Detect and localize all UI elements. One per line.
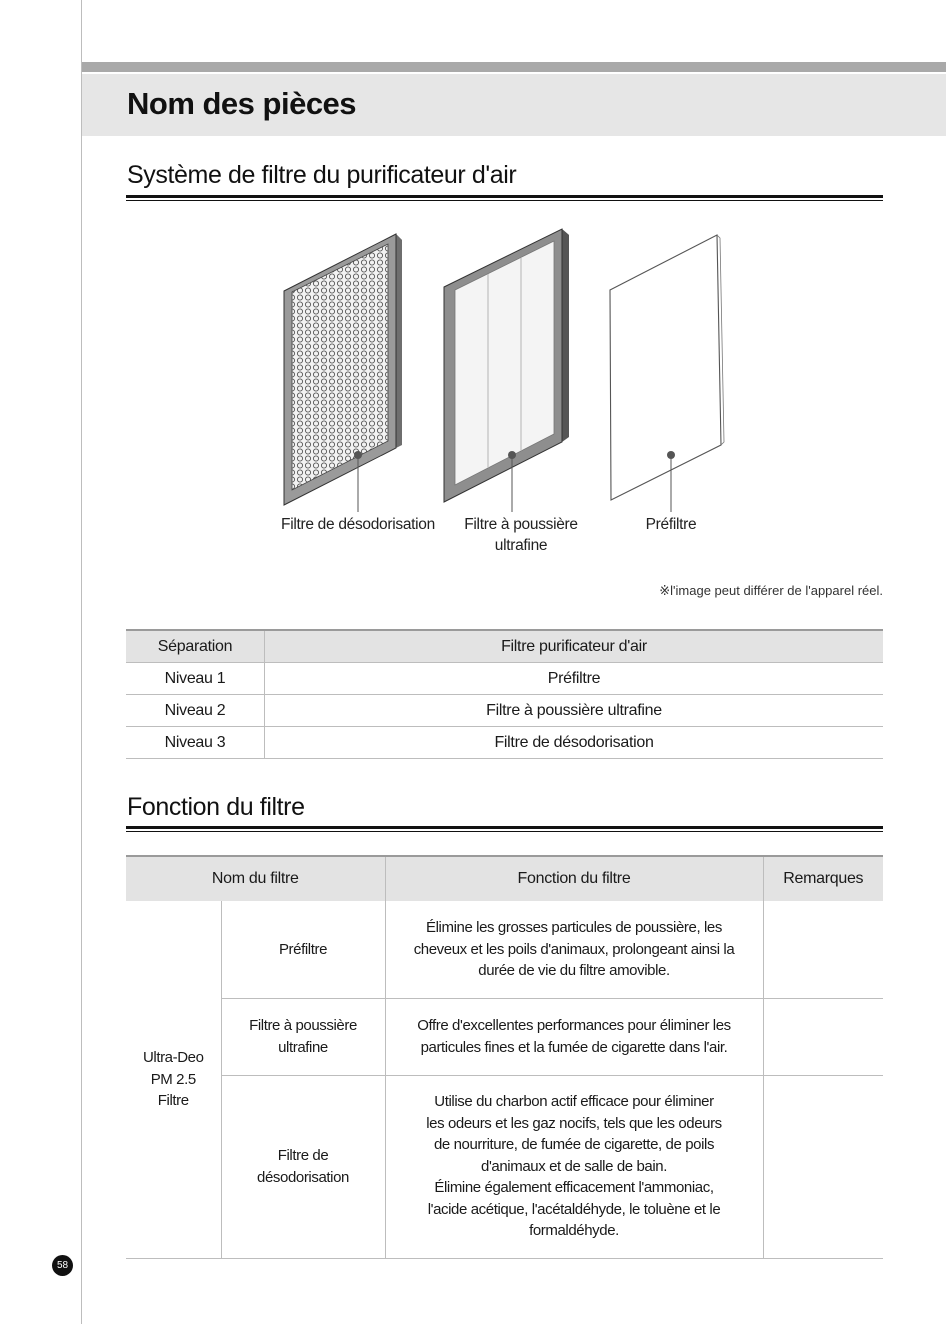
header-air-filter: Filtre purificateur d'air [265, 630, 884, 663]
section-rule [126, 826, 883, 829]
level-cell: Niveau 3 [126, 727, 265, 759]
callout-ultrafine-filter: Filtre à poussière ultrafine [464, 516, 578, 554]
deodorizing-filter-image [284, 234, 402, 512]
level-cell: Niveau 2 [126, 695, 265, 727]
filter-cell: Filtre à poussière ultrafine [265, 695, 884, 727]
header-separation: Séparation [126, 630, 265, 663]
filter-function-cell: Utilise du charbon actif efficace pour éliminer les odeurs et les gaz nocifs, tels que les odeurs de nourriture, de fumée de cigarette, de poils d'animaux et de salle de bain. Élimine également efficacement l'ammoniac, l'acide acétique, l'acétaldéhyde, le toluène et le formaldéhyde. [385, 1075, 763, 1258]
filter-function-cell: Élimine les grosses particules de poussière, les cheveux et les poils d'animaux, prolongeant ainsi la durée de vie du filtre amovible. [385, 901, 763, 998]
page-title: Nom des pièces [127, 86, 357, 121]
filter-cell: Préfiltre [265, 663, 884, 695]
table-header-row [126, 856, 883, 901]
page-number-badge: 58 [52, 1255, 73, 1276]
filter-cell: Filtre de désodorisation [265, 727, 884, 759]
table-row [126, 727, 883, 759]
filter-levels-table [126, 629, 883, 759]
header-remarks: Remarques [763, 856, 883, 901]
section-title-filter-function: Fonction du filtre [127, 793, 305, 821]
table-row [126, 901, 883, 998]
remarks-cell [763, 998, 883, 1075]
filter-name-cell: Filtre de désodorisation [221, 1075, 385, 1258]
table-row [126, 998, 883, 1075]
header-filter-name: Nom du filtre [126, 856, 385, 901]
header-filter-function: Fonction du filtre [385, 856, 763, 901]
filter-name-cell: Préfiltre [221, 901, 385, 998]
filter-function-cell: Offre d'excellentes performances pour éliminer les particules fines et la fumée de cigarette dans l'air. [385, 998, 763, 1075]
table-row [126, 695, 883, 727]
filter-name-cell: Filtre à poussière ultrafine [221, 998, 385, 1075]
section-title-filter-system: Système de filtre du purificateur d'air [127, 161, 517, 189]
image-disclaimer-note: ※l'image peut différer de l'apparel réel. [659, 583, 883, 598]
section-rule-thin [126, 831, 883, 832]
filter-illustration [0, 0, 946, 560]
filter-group-name: Ultra-Deo PM 2.5 Filtre [126, 901, 221, 1258]
remarks-cell [763, 901, 883, 998]
prefilter-image [610, 235, 724, 512]
filter-function-table [126, 855, 883, 1259]
table-row [126, 1075, 883, 1258]
callout-deodorizing-filter: Filtre de désodorisation [281, 516, 435, 533]
remarks-cell [763, 1075, 883, 1258]
ultrafine-filter-image [444, 229, 569, 512]
table-header-row [126, 630, 883, 663]
table-row [126, 663, 883, 695]
callout-prefilter: Préfiltre [645, 516, 697, 533]
level-cell: Niveau 1 [126, 663, 265, 695]
